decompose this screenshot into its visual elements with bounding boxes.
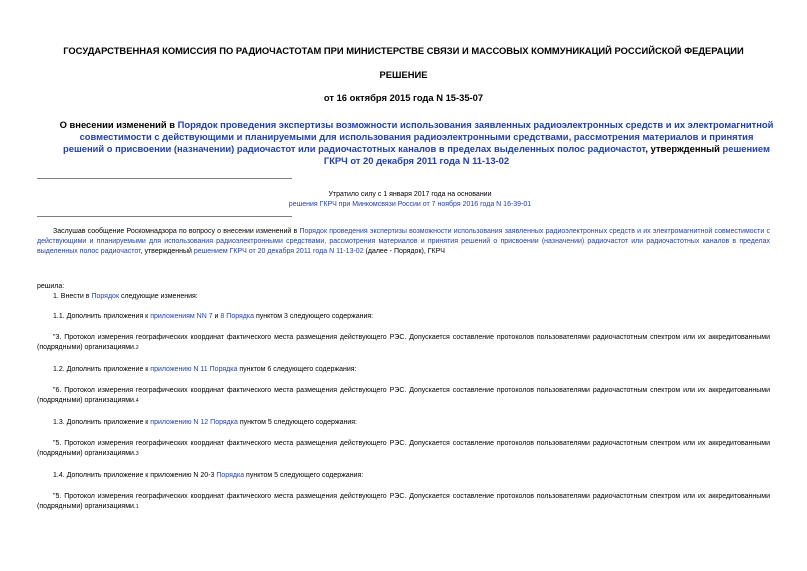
item-1-4-order-link[interactable]: Порядка [216, 472, 245, 479]
item-1-2-order-link[interactable]: Порядка [209, 366, 238, 373]
subject-middle: , утвержденный [645, 143, 723, 154]
item-1-3-prefix: 1.3. Дополнить приложение к [53, 419, 151, 426]
quote-3 [37, 439, 770, 459]
quote-4 [37, 492, 770, 512]
item-1-2-annex-11-link[interactable]: приложению N 11 [150, 366, 208, 373]
void-notice-line2 [200, 200, 620, 210]
quote-2-text: "6. Протокол измерения географических координат фактического места размещения действующего РЭС. Допускается составление протоколов пользователями радиочастотным спектром или их аккредитованными (подрядными) организациями. [37, 387, 770, 404]
date-number-heading: от 16 октября 2015 года N 15-35-07 [323, 92, 484, 103]
item-1-3 [37, 418, 770, 428]
item-1-3-order-link[interactable]: Порядка [210, 419, 238, 426]
item-1-prefix: 1. Внести в [53, 293, 92, 300]
item-1-1-and: и [212, 313, 221, 320]
divider-bottom [37, 216, 292, 217]
quote-4-mark: 1 [135, 504, 139, 510]
item-1-3-annex-12-link[interactable]: приложению N 12 [150, 419, 209, 426]
item-1-2-suffix: пунктом 6 следующего содержания: [237, 366, 357, 373]
item-1-2-prefix: 1.2. Дополнить приложение к [53, 366, 151, 373]
item-1-4-prefix: 1.4. Дополнить приложение к приложению N 20-3 [53, 472, 217, 479]
quote-2 [37, 386, 770, 406]
void-decision-link[interactable]: решения ГКРЧ при Минкомсвязи России от 7 ноября 2016 года N 16-39-01 [288, 201, 532, 208]
quote-4-text: "5. Протокол измерения географических координат фактического места размещения действующего РЭС. Допускается составление протоколов пользователями радиочастотным спектром или их аккредитованными (подрядными) организациями. [37, 493, 770, 510]
item-1-1-annex-7-link[interactable]: приложениям NN 7 [150, 313, 213, 320]
item-1-suffix: следующие изменения: [119, 293, 198, 300]
item-1-1-order-link[interactable]: Порядка [226, 313, 255, 320]
item-1-1-annex-8-link[interactable]: 8 [220, 313, 225, 320]
intro-order-link[interactable]: Порядок проведения экспертизы возможности использования заявленных радиоэлектронных средств и их электромагнитной совместимости с действующими и планируемыми для использования радиоэлектронными средствами, рассмотрения материалов и принятия решений о присвоении (назначении) радиочастот или радиочастотных каналов в пределах выделенных полос радиочастот [37, 228, 770, 255]
commission-heading: ГОСУДАРСТВЕННАЯ КОМИССИЯ ПО РАДИОЧАСТОТАМ ПРИ МИНИСТЕРСТВЕ СВЯЗИ И МАССОВЫХ КОММУНИКАЦИЙ РОССИЙСКОЙ ФЕДЕРАЦИИ [63, 45, 744, 56]
void-notice-text: Утратило силу с 1 января 2017 года на основании [328, 191, 492, 198]
subject-prefix: О внесении изменений в [59, 119, 178, 130]
item-1 [37, 292, 770, 302]
intro-paragraph [37, 227, 770, 257]
divider-top [37, 178, 292, 179]
quote-3-text: "5. Протокол измерения географических координат фактического места размещения действующего РЭС. Допускается составление протоколов пользователями радиочастотным спектром или их аккредитованными (подрядными) организациями. [37, 440, 770, 457]
quote-1-mark: 2 [135, 345, 139, 351]
item-1-1-prefix: 1.1. Дополнить приложения к [53, 313, 151, 320]
quote-2-mark: 4 [135, 398, 139, 404]
document-subject [58, 119, 775, 167]
intro-suffix: (далее - Порядок), ГКРЧ [363, 248, 445, 255]
intro-decision-link[interactable]: решением ГКРЧ от 20 декабря 2011 года N 11-13-02 [193, 248, 364, 255]
item-1-1 [37, 312, 770, 322]
item-1-1-suffix: пунктом 3 следующего содержания: [254, 313, 374, 320]
intro-prefix: Заслушав сообщение Роскомнадзора по вопросу о внесении изменений в [53, 228, 300, 235]
intro-middle: , утвержденный [140, 248, 194, 255]
resolved-label: решила: [37, 283, 65, 290]
subject-order-link[interactable]: Порядок проведения экспертизы возможности использования заявленных радиоэлектронных средств и их электромагнитной совместимости с действующими и планируемыми для использования радиоэлектронными средствами, рассмотрения материалов и принятия решений о присвоении (назначении) радиочастот или радиочастотных каналов в пределах выделенных полос радиочастот [63, 119, 774, 154]
item-1-3-suffix: пунктом 5 следующего содержания: [237, 419, 357, 426]
subject-decision-link[interactable]: решением ГКРЧ от 20 декабря 2011 года N 11-13-02 [323, 143, 770, 166]
quote-1 [37, 333, 770, 353]
item-1-order-link[interactable]: Порядок [91, 293, 120, 300]
quote-3-mark: 3 [135, 451, 139, 457]
item-1-4-suffix: пунктом 5 следующего содержания: [244, 472, 364, 479]
quote-1-text: "3. Протокол измерения географических координат фактического места размещения действующего РЭС. Допускается составление протоколов пользователями радиочастотным спектром или их аккредитованными (подрядными) организациями. [37, 334, 770, 351]
item-1-2 [37, 365, 770, 375]
document-type-heading: РЕШЕНИЕ [379, 69, 428, 80]
item-1-4 [37, 471, 770, 481]
